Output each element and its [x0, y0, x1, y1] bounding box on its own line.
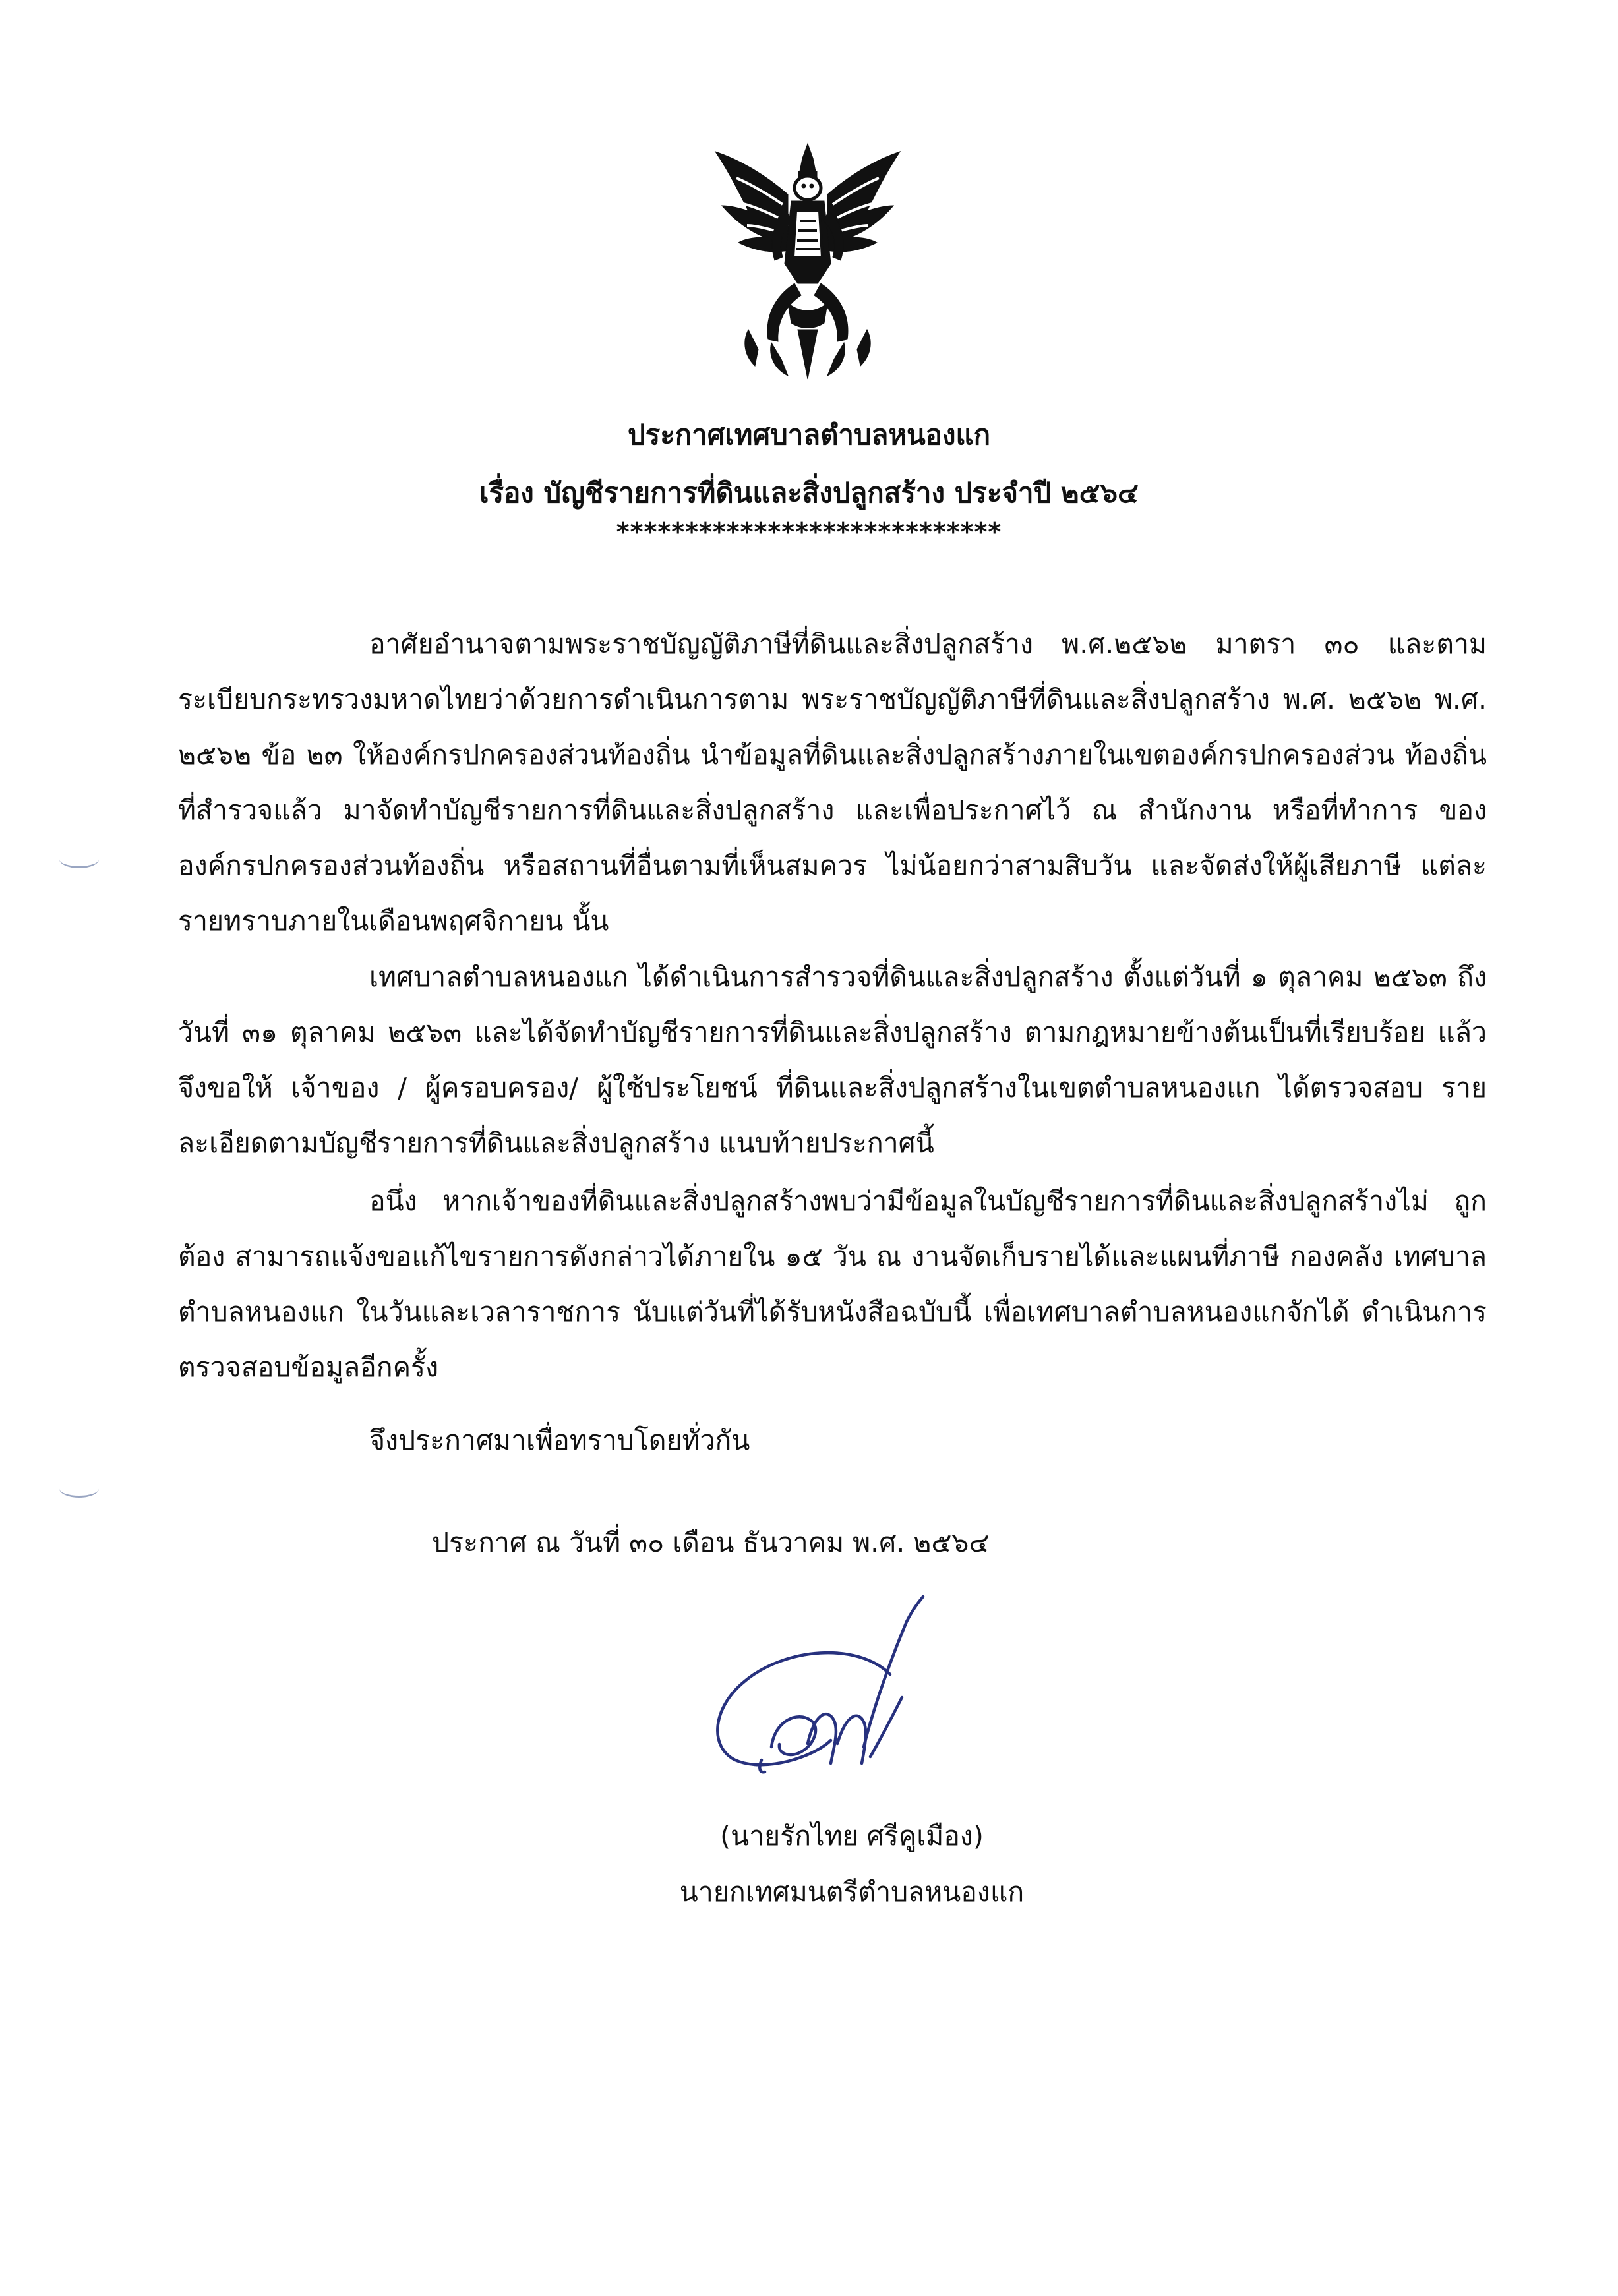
signer-title: นายกเทศมนตรีตำบลหนองแก	[679, 1876, 1025, 1908]
paragraph-text: อาศัยอำนาจตามพระราชบัญญัติภาษีที่ดินและสิ่งปลูกสร้าง พ.ศ.๒๕๖๒ มาตรา ๓๐ และตาม ระเบียบกระทรวงมหาดไทยว่าด้วยการดำเนินการตาม พระราชบัญญัติภาษีที่ดินและสิ่งปลูกสร้าง พ.ศ. ๒๕๖๒ พ.ศ. ๒๕๖๒ ข้อ ๒๓ ให้องค์กรปกครองส่วนท้องถิ่น นำข้อมูลที่ดินและสิ่งปลูกสร้างภายในเขตองค์กรปกครองส่วน ท้องถิ่นที่สำรวจแล้ว มาจัดทำบัญชีรายการที่ดินและสิ่งปลูกสร้าง และเพื่อประกาศไว้ ณ สำนักงาน หรือที่ทำการ ขององค์กรปกครองส่วนท้องถิ่น หรือสถานที่อื่นตามที่เห็นสมควร ไม่น้อยกว่าสามสิบวัน และจัดส่งให้ผู้เสียภาษี แต่ละรายทราบภายในเดือนพฤศจิกายน นั้น	[178, 628, 1487, 937]
announcement-date: ประกาศ ณ วันที่ ๓๐ เดือน ธันวาคม พ.ศ. ๒๕๖๔	[432, 1527, 990, 1558]
paragraph-text: เทศบาลตำบลหนองแก ได้ดำเนินการสำรวจที่ดินและสิ่งปลูกสร้าง ตั้งแต่วันที่ ๑ ตุลาคม ๒๕๖๓ ถึง วันที่ ๓๑ ตุลาคม ๒๕๖๓ และได้จัดทำบัญชีรายการที่ดินและสิ่งปลูกสร้าง ตามกฎหมายข้างต้นเป็นที่เรียบร้อย แล้ว จึงขอให้ เจ้าของ / ผู้ครอบครอง/ ผู้ใช้ประโยชน์ ที่ดินและสิ่งปลูกสร้างในเขตตำบลหนองแก ได้ตรวจสอบ รายละเอียดตามบัญชีรายการที่ดินและสิ่งปลูกสร้าง แนบท้ายประกาศนี้	[178, 961, 1487, 1159]
document-title: ประกาศเทศบาลตำบลหนองแก	[627, 419, 991, 451]
paragraph-3	[178, 1173, 1487, 1395]
signer-name: (นายรักไทย ศรีคูเมือง)	[720, 1820, 984, 1852]
document-subject: เรื่อง บัญชีรายการที่ดินและสิ่งปลูกสร้าง ประจำปี ๒๕๖๔	[479, 477, 1139, 509]
closing-statement: จึงประกาศมาเพื่อทราบโดยทั่วกัน	[369, 1425, 750, 1456]
separator-line: ****************************	[616, 517, 1002, 546]
signature-image	[673, 1595, 1015, 1833]
punch-hole-mark	[59, 850, 99, 868]
paragraph-1	[178, 616, 1487, 949]
paragraph-2	[178, 949, 1487, 1171]
punch-hole-mark	[59, 1480, 99, 1498]
garuda-emblem-icon	[709, 132, 907, 389]
paragraph-text: อนึ่ง หากเจ้าของที่ดินและสิ่งปลูกสร้างพบว่ามีข้อมูลในบัญชีรายการที่ดินและสิ่งปลูกสร้างไม่ ถูกต้อง สามารถแจ้งขอแก้ไขรายการดังกล่าวได้ภายใน ๑๕ วัน ณ งานจัดเก็บรายได้และแผนที่ภาษี กองคลัง เทศบาลตำบลหนองแก ในวันและเวลาราชการ นับแต่วันที่ได้รับหนังสือฉบับนี้ เพื่อเทศบาลตำบลหนองแกจักได้ ดำเนินการตรวจสอบข้อมูลอีกครั้ง	[178, 1185, 1487, 1383]
